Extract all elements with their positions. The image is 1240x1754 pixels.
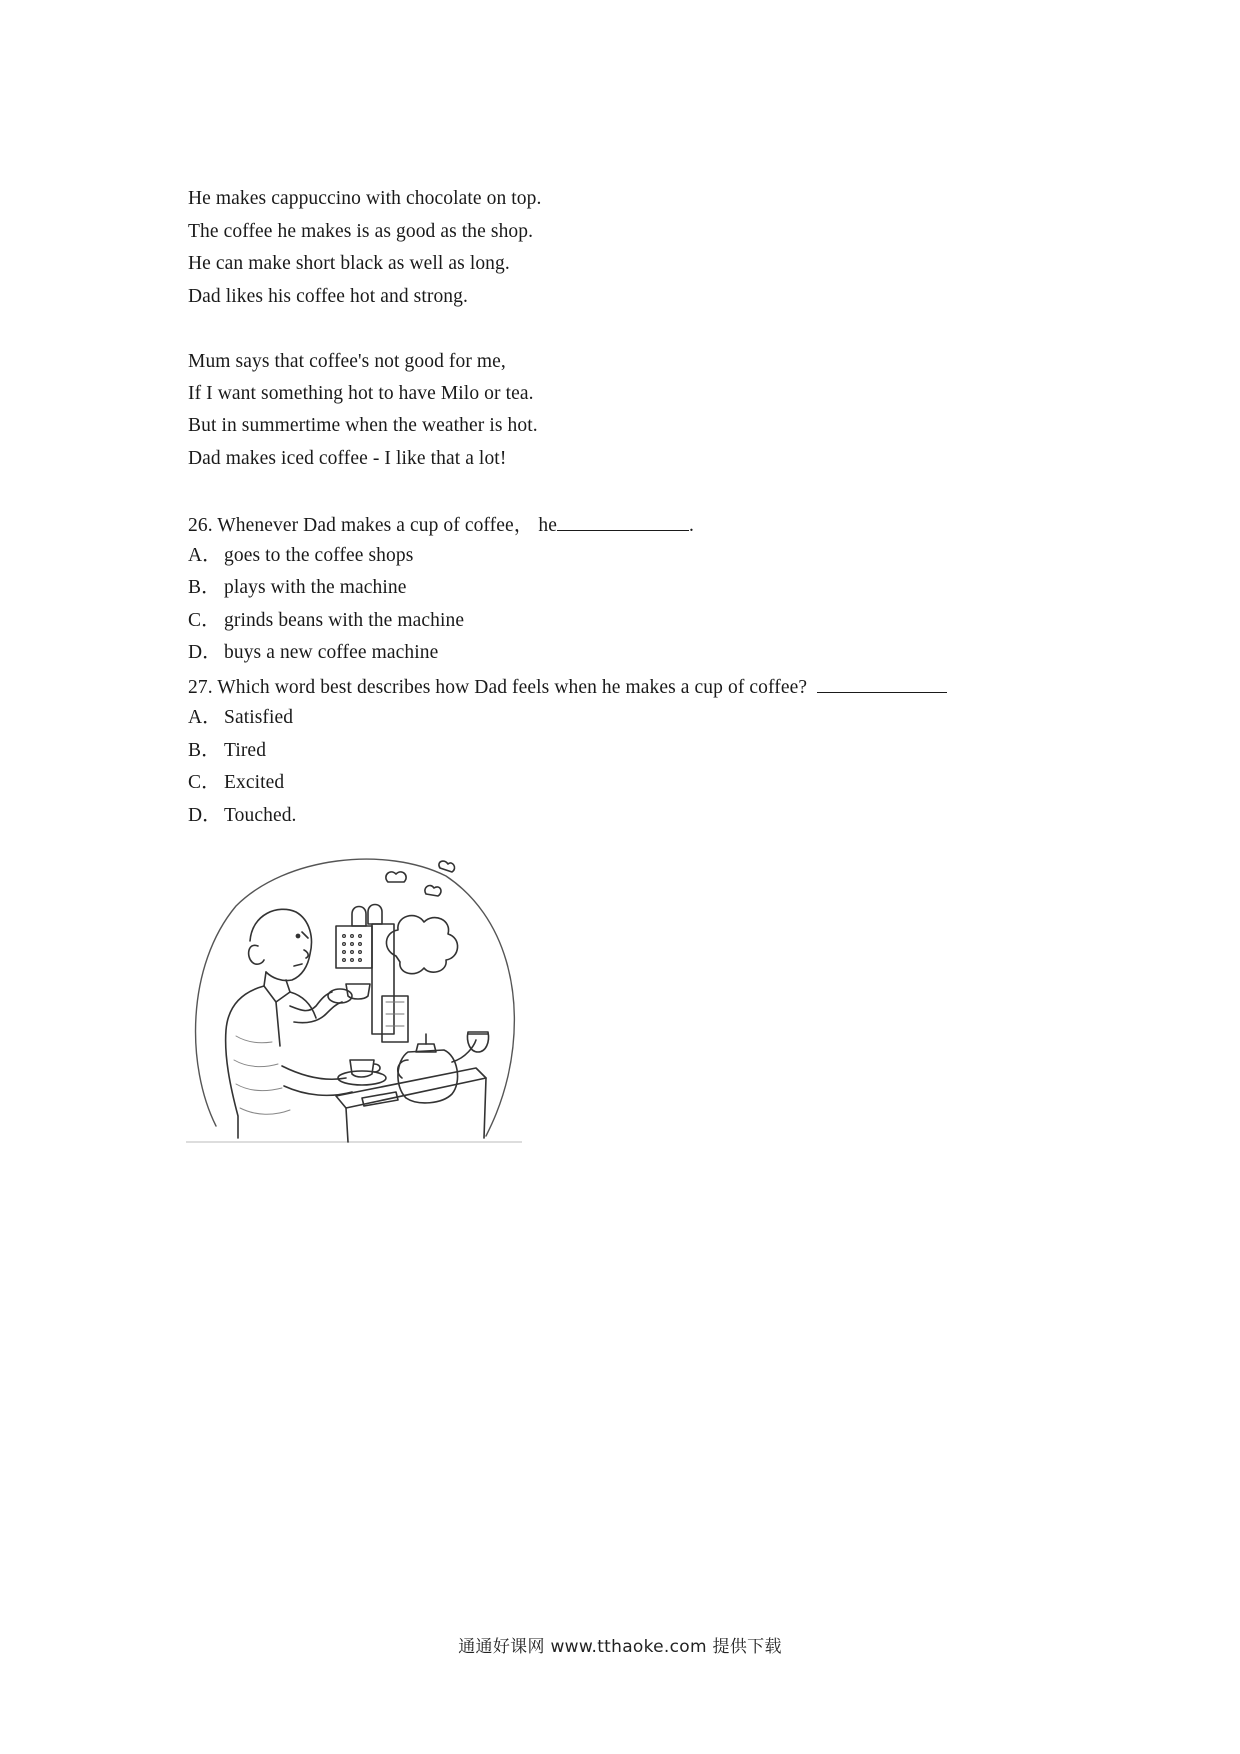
option-letter: A．	[188, 707, 222, 728]
poem-line: Dad likes his coffee hot and strong.	[188, 286, 468, 307]
option-text: Satisfied	[224, 707, 294, 728]
option-letter: B．	[188, 740, 221, 761]
option-27-a	[188, 706, 293, 730]
poem-line: The coffee he makes is as good as the shop.	[188, 221, 534, 242]
option-26-d	[188, 641, 438, 665]
poem-line: He makes cappuccino with chocolate on top.	[188, 188, 542, 209]
option-text: goes to the coffee shops	[224, 545, 414, 566]
option-letter: A．	[188, 545, 222, 566]
footer-watermark: 通通好课网 www.tthaoke.com 提供下载	[458, 1637, 782, 1657]
option-letter: C．	[188, 772, 221, 793]
option-text: Touched.	[224, 805, 297, 826]
poem-line: But in summertime when the weather is hot.	[188, 415, 538, 436]
option-letter: D．	[188, 805, 222, 826]
question-26-end: .	[688, 515, 694, 536]
option-26-c	[188, 609, 464, 633]
option-letter: C．	[188, 610, 221, 631]
question-27-text: 27. Which word best describes how Dad feels when he makes a cup of coffee?	[188, 677, 808, 698]
option-text: buys a new coffee machine	[224, 642, 439, 663]
poem-line: Dad makes iced coffee - I like that a lot!	[188, 448, 507, 469]
option-text: grinds beans with the machine	[224, 610, 465, 631]
option-26-b	[188, 576, 407, 600]
option-27-b	[188, 739, 266, 763]
poem-line: He can make short black as well as long.	[188, 253, 510, 274]
poem-line: If I want something hot to have Milo or tea.	[188, 383, 534, 404]
question-26-stem	[188, 512, 694, 538]
option-text: Excited	[224, 772, 285, 793]
option-text: Tired	[224, 740, 267, 761]
man-making-coffee-illustration	[186, 846, 522, 1146]
question-27-stem	[188, 674, 947, 700]
option-letter: D．	[188, 642, 222, 663]
poem-line: Mum says that coffee's not good for me,	[188, 351, 506, 372]
option-text: plays with the machine	[224, 577, 407, 598]
option-27-d	[188, 804, 297, 828]
option-26-a	[188, 544, 413, 568]
question-26-text: 26. Whenever Dad makes a cup of coffee， he	[188, 515, 557, 536]
answer-blank-27[interactable]	[817, 674, 947, 693]
option-27-c	[188, 771, 284, 795]
answer-blank-26[interactable]	[557, 512, 689, 531]
option-letter: B．	[188, 577, 221, 598]
